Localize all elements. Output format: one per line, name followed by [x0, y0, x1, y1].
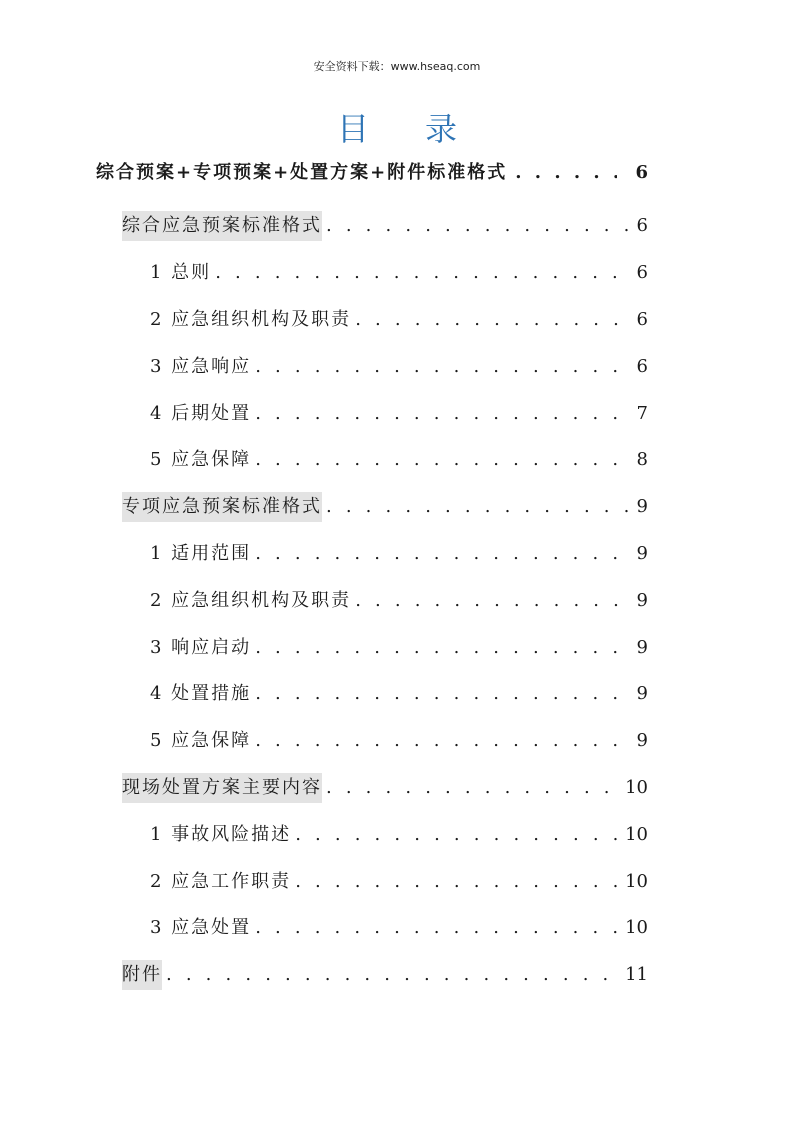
toc-entry-label: 2 应急工作职责 — [150, 871, 292, 892]
toc-entry-section[interactable] — [122, 492, 648, 522]
toc-leader-dots — [255, 445, 632, 475]
toc-leader-dots — [355, 305, 632, 335]
toc-leader-dots — [255, 399, 632, 429]
toc-leader-dots — [166, 960, 621, 990]
toc-entry-label: 2 应急组织机构及职责 — [150, 309, 352, 330]
toc-leader-dots — [295, 820, 621, 850]
toc-entry-page: 6 — [636, 215, 648, 236]
toc-entry-page: 8 — [636, 449, 648, 470]
toc-entry-label: 3 应急处置 — [150, 917, 252, 938]
toc-entry-label: 5 应急保障 — [150, 730, 252, 751]
toc-entry-subsection[interactable] — [150, 445, 648, 475]
page-header: 安全资料下载：www.hseaq.com — [313, 60, 481, 73]
toc-entry-section[interactable] — [122, 211, 648, 241]
toc-entry-page: 9 — [636, 543, 648, 564]
toc-entry-subsection[interactable] — [150, 399, 648, 429]
toc-entry-main[interactable] — [96, 158, 648, 188]
toc-leader-dots — [255, 633, 632, 663]
toc-entry-page: 9 — [636, 683, 648, 704]
toc-leader-dots — [255, 352, 632, 382]
toc-entry-label: 3 应急响应 — [150, 356, 252, 377]
toc-entry-subsection[interactable] — [150, 913, 648, 943]
toc-entry-label: 1 事故风险描述 — [150, 824, 292, 845]
toc-leader-dots — [326, 492, 633, 522]
toc-entry-subsection[interactable] — [150, 539, 648, 569]
toc-entry-section[interactable] — [122, 773, 648, 803]
toc-leader-dots — [255, 679, 632, 709]
toc-entry-page: 10 — [625, 871, 648, 892]
toc-entry-label: 1 适用范围 — [150, 543, 252, 564]
toc-leader-dots — [515, 158, 617, 188]
toc-entry-page: 7 — [636, 403, 648, 424]
toc-entry-page: 6 — [635, 162, 648, 183]
toc-leader-dots — [255, 913, 621, 943]
toc-entry-subsection[interactable] — [150, 726, 648, 756]
toc-entry-label: 附件 — [122, 960, 162, 990]
toc-entry-subsection[interactable] — [150, 867, 648, 897]
toc-entry-page: 10 — [625, 824, 648, 845]
toc-entry-page: 6 — [636, 262, 648, 283]
toc-entry-label: 2 应急组织机构及职责 — [150, 590, 352, 611]
toc-leader-dots — [326, 773, 621, 803]
toc-entry-label: 专项应急预案标准格式 — [122, 492, 322, 522]
toc-entry-page: 9 — [636, 590, 648, 611]
toc-leader-dots — [255, 726, 632, 756]
toc-entry-subsection[interactable] — [150, 820, 648, 850]
toc-entry-label: 综合应急预案标准格式 — [122, 211, 322, 241]
toc-entry-subsection[interactable] — [150, 352, 648, 382]
toc-entry-subsection[interactable] — [150, 633, 648, 663]
toc-entry-page: 9 — [636, 637, 648, 658]
toc-entry-subsection[interactable] — [150, 679, 648, 709]
toc-entry-section[interactable] — [122, 960, 648, 990]
toc-entry-page: 9 — [636, 730, 648, 751]
toc-entry-label: 1 总则 — [150, 262, 212, 283]
toc-entry-subsection[interactable] — [150, 586, 648, 616]
toc-entry-page: 10 — [625, 777, 648, 798]
toc-leader-dots — [326, 211, 633, 241]
toc-entry-subsection[interactable] — [150, 305, 648, 335]
toc-entry-label: 5 应急保障 — [150, 449, 252, 470]
toc-entry-label: 综合预案+专项预案+处置方案+附件标准格式 — [96, 162, 508, 183]
toc-title: 目录 — [336, 110, 513, 148]
toc-entry-page: 9 — [636, 496, 648, 517]
toc-entry-page: 6 — [636, 356, 648, 377]
toc-entry-label: 3 响应启动 — [150, 637, 252, 658]
toc-entry-page: 11 — [625, 964, 648, 985]
toc-entry-subsection[interactable] — [150, 258, 648, 288]
toc-entry-page: 6 — [636, 309, 648, 330]
toc-leader-dots — [215, 258, 632, 288]
toc-leader-dots — [255, 539, 632, 569]
toc-leader-dots — [355, 586, 632, 616]
toc-entry-label: 现场处置方案主要内容 — [122, 773, 322, 803]
toc-leader-dots — [295, 867, 621, 897]
toc-entry-page: 10 — [625, 917, 648, 938]
toc-entry-label: 4 后期处置 — [150, 403, 252, 424]
toc-entry-label: 4 处置措施 — [150, 683, 252, 704]
